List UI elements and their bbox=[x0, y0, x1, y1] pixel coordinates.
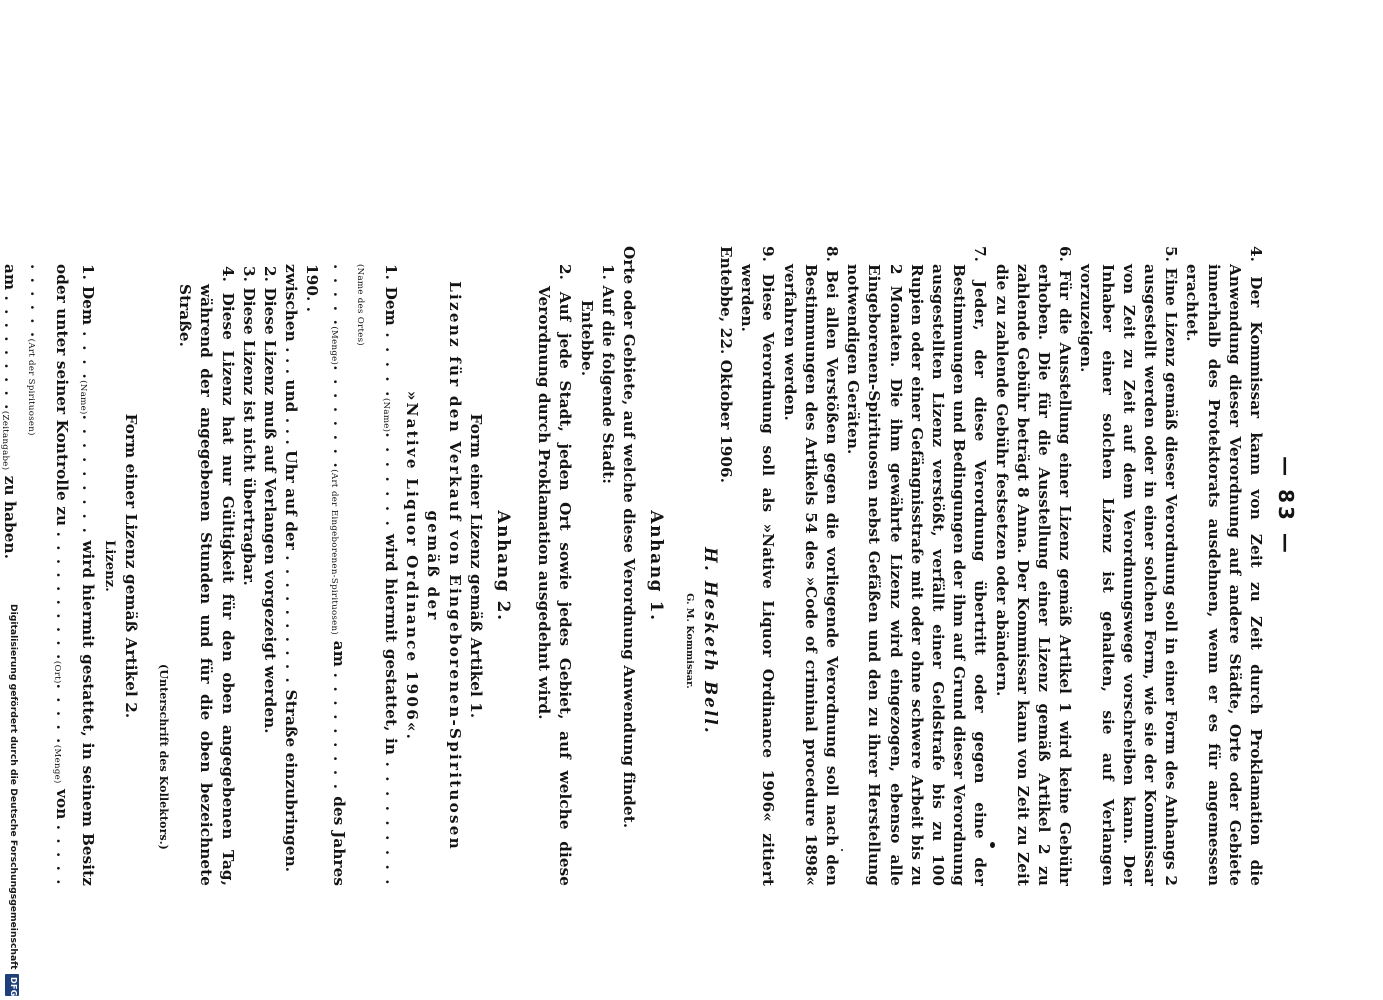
paragraph-5: 5. Eine Lizenz gemäß dieser Verordnung soll in einer Form des Anhangs 2 ausgestellt werden oder in einer solchen Form, wie sie der Kommissar von Zeit zu Zeit auf dem Verordnungswege vorschreiben kann. Der Inhaber einer solchen Lizenz ist gehalten, sie auf Verlangen vorzuzeigen. bbox=[1077, 246, 1181, 886]
form-2-label-place: (Ort) bbox=[52, 660, 63, 684]
annex-1-city: Entebbe. bbox=[577, 300, 596, 377]
paragraph-8: 8. Bei allen Verstößen gegen die vorliegende Verordnung soll nach den Bestimmungen des Artikels 54 des »Code of criminal procedure 1898« verfahren werden. bbox=[780, 246, 841, 886]
form-2-title: Form einer Lizenz gemäß Artikel 2. bbox=[121, 413, 140, 719]
form-1-item-3: 3. Diese Lizenz ist nicht übertragbar. bbox=[239, 266, 258, 586]
form-2-line1-b: wird hiermit gestattet, in seinem Besitz oder unter seiner Kontrolle zu bbox=[53, 264, 98, 887]
form-1-item-1: 1. Dem . . . . .(Name). . . . . . . wird hiermit gestattet, in . . . . . . . . .(Name des Ortes) . . . . .(Menge). . . . . . . .(Art der Eingeborenen-Spirituosen) am . . . . . . . . . des Jahres 190. . zwischen . . . und . . . Uhr auf der . . . . . . . . . . Straße einzubringen. bbox=[282, 264, 401, 887]
form-1-collector: (Unterschrift des Kollektors.) bbox=[157, 664, 171, 850]
form-2-label-kind: (Art der Spirituosen) bbox=[26, 338, 37, 436]
form-1-line1-f: Straße einzubringen. bbox=[282, 689, 301, 873]
dfg-logo bbox=[5, 974, 19, 996]
form-2-label-date: (Zeitangabe) bbox=[0, 410, 10, 471]
form-2-line1-c: von bbox=[53, 789, 72, 820]
signature-title: G. M. Kommissar. bbox=[683, 593, 695, 689]
paragraph-4: 4. Der Kommissar kann von Zeit zu Zeit durch Proklamation die Anwendung dieser Verordnung auf andere Städte, Orte oder Gebiete innerhalb des Protektorats ausdehnen, wenn er es für angemessen erachtet. bbox=[1183, 246, 1265, 886]
annex-2-heading: Anhang 2. bbox=[493, 510, 514, 622]
paragraph-7: 7. Jeder, der diese Verordnung übertritt oder gegen eine der Bestimmungen und Bedingungen der ihm auf Grund dieser Verordnung ausgestellten Lizenz verstößt, verfällt einer Geldstrafe bis zu 100 Rupien oder einer Gefängnisstrafe mit oder ohne schwere Arbeit bis zu 2 Monaten. Die ihm gewährte Lizenz wird eingezogen, ebenso alle Eingeborenen-Spirituosen nebst Gefäßen und den zu ihrer Herstellung notwendigen Geräten. bbox=[844, 246, 990, 886]
signature-name: H. Hesketh Bell. bbox=[700, 547, 720, 735]
form-1-label-kind: (Art der Eingeborenen-Spirituosen) bbox=[328, 469, 339, 636]
scan-speck bbox=[841, 849, 843, 851]
form-2-label: Lizenz. bbox=[101, 540, 117, 592]
form-1-line1-c: am bbox=[329, 640, 348, 667]
annex-1-item-1: 1. Auf die folgende Stadt: bbox=[598, 264, 617, 485]
annex-1-heading: Anhang 1. bbox=[646, 510, 667, 622]
form-1-item-4: 4. Diese Lizenz hat nur Gültigkeit für den oben angegebenen Tag, während der angegebenen Stunden und für die oben bezeichnete Straße. bbox=[176, 266, 237, 886]
form-1-label-name: (Name) bbox=[381, 397, 392, 433]
annex-1-item-2: 2. Auf jede Stadt, jeden Ort sowie jedes Gebiet, auf welche diese Verordnung durch Proklamation ausgedehnt wird. bbox=[535, 264, 575, 886]
place-date: Entebbe, 22. Oktober 1906. bbox=[716, 246, 735, 484]
paragraph-9: 9. Diese Verordnung soll als »Native Liquor Ordinance 1906« zitiert werden. bbox=[738, 246, 778, 886]
digitization-footer bbox=[2, 604, 22, 996]
page-number: — 83 — bbox=[1274, 456, 1298, 556]
form-2-label-quantity: (Menge) bbox=[52, 744, 63, 784]
annex-1-intro: Orte oder Gebiete, auf welche diese Verordnung Anwendung findet. bbox=[620, 246, 639, 829]
form-2-line1-a: 1. Dem bbox=[79, 264, 98, 326]
form-1-item-2: 2. Diese Lizenz muß auf Verlangen vorgezeigt werden. bbox=[261, 266, 280, 734]
form-1-line1-b: wird hiermit gestattet, in bbox=[382, 533, 401, 756]
form-1-label-quantity: (Menge) bbox=[328, 326, 339, 366]
scan-speck bbox=[990, 842, 995, 848]
form-1-line1-d: des Jahres 190. . bbox=[303, 264, 348, 887]
paragraph-6: 6. Für die Ausstellung einer Lizenz gemäß Artikel 1 wird keine Gebühr erhoben. Die für die Ausstellung einer Lizenz gemäß Artikel 2 zu zahlende Gebühr beträgt 8 Anna. Der Kommissar kann von Zeit zu Zeit die zu zahlende Gebühr festsetzen oder abändern. bbox=[992, 246, 1075, 886]
dfg-logo-text: DFG bbox=[9, 977, 18, 997]
form-2-line1-d: am bbox=[0, 264, 19, 291]
form-1-title: Form einer Lizenz gemäß Artikel 1. bbox=[466, 413, 485, 719]
form-1-line1-e: zwischen . . . und . . . Uhr auf der bbox=[282, 264, 301, 550]
form-1-label-place-name: (Name des Ortes) bbox=[354, 264, 365, 346]
form-2-item-1: 1. Dem . . . .(Name). . . . . . . . . wird hiermit gestattet, in seinem Besitz oder unter seiner Kontrolle zu . . . . . . . . . .(Ort). . . . .(Menge) von . . . . . . . . . . .(Art der Spirituosen) am . . . . . . . . .(Zeitangabe) zu haben. bbox=[0, 264, 98, 887]
form-1-subtitle: Lizenz für den Verkauf von Eingeborenen-Spirituosen gemäß der bbox=[424, 281, 464, 851]
form-2-line1-e: zu haben. bbox=[0, 475, 19, 560]
form-1-ordinance: »Native Liquor Ordinance 1906«. bbox=[403, 390, 422, 742]
form-2-label-name: (Name) bbox=[78, 380, 89, 415]
form-1-line1-a: 1. Dem bbox=[382, 264, 401, 326]
footer-text: Digitalisierung gefördert durch die Deutsche Forschungsgemeinschaft bbox=[8, 604, 19, 970]
